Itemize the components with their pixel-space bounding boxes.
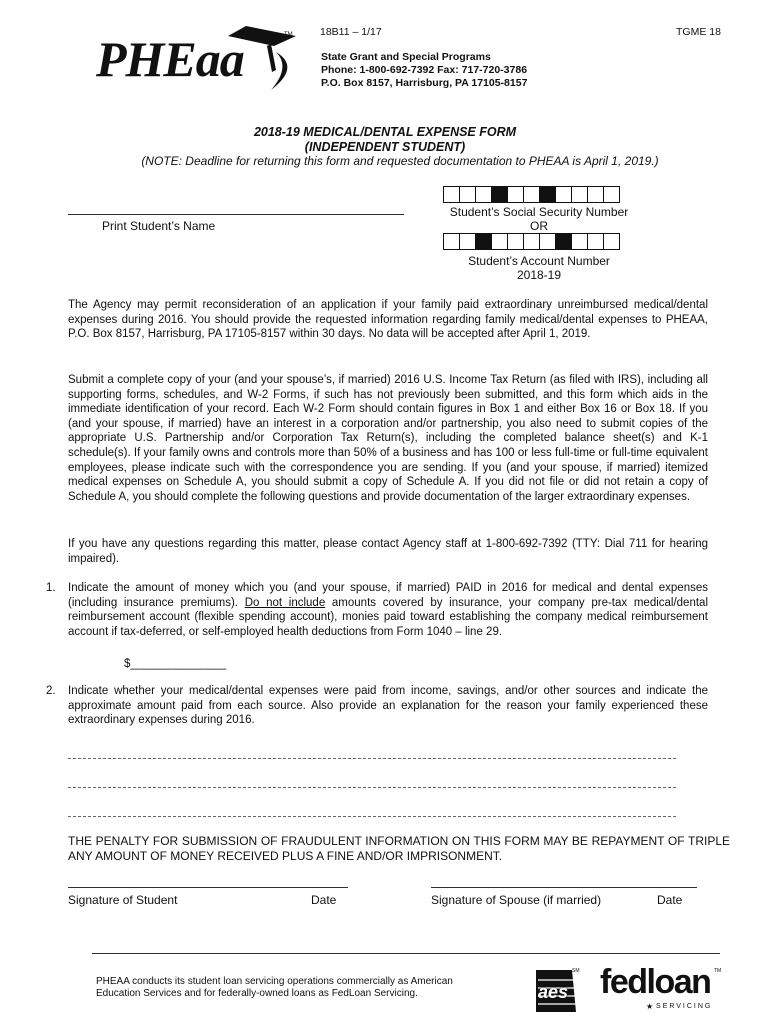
fedloan-servicing: SERVICING [656,1003,713,1010]
ssn-digit[interactable] [459,186,476,203]
form-title: 2018-19 MEDICAL/DENTAL EXPENSE FORM [253,125,517,139]
question-1-number: 1. [46,582,56,594]
question-2-text: Indicate whether your medical/dental expenses were paid from income, savings, and/or other sources and indicate the approximate amount paid from each source. Also provide an explanation for the reason your family experienced these extraordinary expenses during 2016. [68,685,708,727]
org-address: P.O. Box 8157, Harrisburg, PA 17105-8157 [321,77,528,89]
ssn-digit[interactable] [523,186,540,203]
question-1-text [68,581,708,639]
pheaa-logo [96,22,306,96]
account-digit[interactable] [587,233,604,250]
deadline-note: (NOTE: Deadline for returning this form and requested documentation to PHEAA is April 1, 2019.) [141,154,659,168]
ssn-digit[interactable] [603,186,620,203]
account-label: Student’s Account Number [468,254,610,268]
ssn-label: Student’s Social Security Number [449,205,629,219]
question-1-text-a: Indicate the amount of money which you (and your spouse, if married) PAID in 2016 for medical and dental expenses (including insurance premiums). [68,582,708,609]
ssn-digit[interactable] [555,186,572,203]
aes-logo [532,968,580,1014]
account-digit[interactable] [459,233,476,250]
account-year: 2018-19 [516,268,562,282]
org-name: State Grant and Special Programs [321,51,491,63]
ssn-separator [539,186,556,203]
question-1-text-b: amounts covered by insurance, your company pre-tax medical/dental reimbursement account (flexible spending account), monies paid toward establishing the company medical reimbursement account if tax-deferred, or self-employed health deductions from Form 1040 – line 29. [68,596,708,638]
account-digit[interactable] [539,233,556,250]
pheaa-logo-text: PHEaa [96,31,244,87]
ssn-separator [491,186,508,203]
account-boxes[interactable] [443,233,619,250]
intro-paragraph: The Agency may permit reconsideration of an application if your family paid extraordinary unreimbursed medical/dental expenses during 2016. You should provide the requested information regarding family medical/dental expenses to PHEAA, P.O. Box 8157, Harrisburg, PA 17105-8157 within 30 days. No data will be accepted after April 1, 2019. [68,299,708,341]
ssn-digit[interactable] [571,186,588,203]
explanation-line-3[interactable] [68,816,676,817]
account-digit[interactable] [603,233,620,250]
spouse-date-label: Date [657,893,683,907]
fedloan-logo-text: fedloan [600,963,711,1001]
form-code: 18B11 – 1/17 [320,26,382,38]
account-separator [555,233,572,250]
student-date-label: Date [311,893,337,907]
star-icon: ★ [646,1002,654,1011]
footer-divider [92,953,720,954]
footer-text: PHEAA conducts its student loan servicing operations commercially as American Education Services and for federally-owned loans as FedLoan Servicing. [96,976,453,999]
spouse-signature-label: Signature of Spouse (if married) [431,893,602,907]
pheaa-logo-tm: TM [284,32,293,38]
account-digit[interactable] [523,233,540,250]
amount-field[interactable]: $_______________ [124,658,227,670]
student-signature-line[interactable] [68,887,348,888]
account-digit[interactable] [571,233,588,250]
ssn-digit[interactable] [587,186,604,203]
ssn-boxes[interactable] [443,186,619,203]
student-name-line[interactable] [68,214,404,215]
question-2-number: 2. [46,685,56,697]
account-digit[interactable] [507,233,524,250]
fedloan-tm: TM [714,968,722,974]
spouse-signature-line[interactable] [431,887,697,888]
account-digit[interactable] [443,233,460,250]
fedloan-logo [600,962,724,1018]
form-subtitle: (INDEPENDENT STUDENT) [304,140,466,154]
account-digit[interactable] [491,233,508,250]
documentation-paragraph: Submit a complete copy of your (and your spouse’s, if married) 2016 U.S. Income Tax Return (as filed with IRS), including all supporting forms, schedules, and W-2 Forms, if such has not previously been submitted, and this form which aids in the immediate identification of your record. Each W-2 Form should contain figures in Box 1 and either Box 16 or Box 18. If you (and your spouse, if married) have an interest in a corporation and/or partnership, you also need to submit copies of the appropriate U.S. Partnership and/or Corporation Tax Return(s), including the completed balance sheet(s) and K-1 schedule(s). If your family owns and controls more than 50% of a business and has 100 or less full-time or full-time equivalent employees, please indicate such with the correspondence you are sending. If you (and your spouse, if married) itemized medical expenses on Schedule A, you should submit a copy of Schedule A. If you did not file or did not retain a copy of Schedule A, you should complete the following questions and provide documentation of the larger extraordinary expenses. [68,374,708,503]
explanation-line-2[interactable] [68,787,676,788]
ssn-digit[interactable] [443,186,460,203]
ssn-digit[interactable] [507,186,524,203]
form-id: TGME 18 [676,26,721,38]
org-contact: Phone: 1-800-692-7392 Fax: 717-720-3786 [321,64,528,76]
account-separator [475,233,492,250]
student-name-label: Print Student’s Name [102,219,216,233]
aes-logo-text: aes [538,982,569,1002]
aes-sm: SM [572,968,580,974]
penalty-notice: THE PENALTY FOR SUBMISSION OF FRAUDULENT INFORMATION ON THIS FORM MAY BE REPAYMENT OF TRIPLE ANY AMOUNT OF MONEY RECEIVED PLUS A FINE AND/OR IMPRISONMENT. [68,834,730,863]
explanation-line-1[interactable] [68,758,676,759]
student-signature-label: Signature of Student [68,893,178,907]
ssn-digit[interactable] [475,186,492,203]
or-label: OR [530,219,548,233]
question-1-emphasis: Do not include [244,596,326,609]
contact-paragraph: If you have any questions regarding this matter, please contact Agency staff at 1-800-692-7392 (TTY: Dial 711 for hearing impaired). [68,538,708,565]
